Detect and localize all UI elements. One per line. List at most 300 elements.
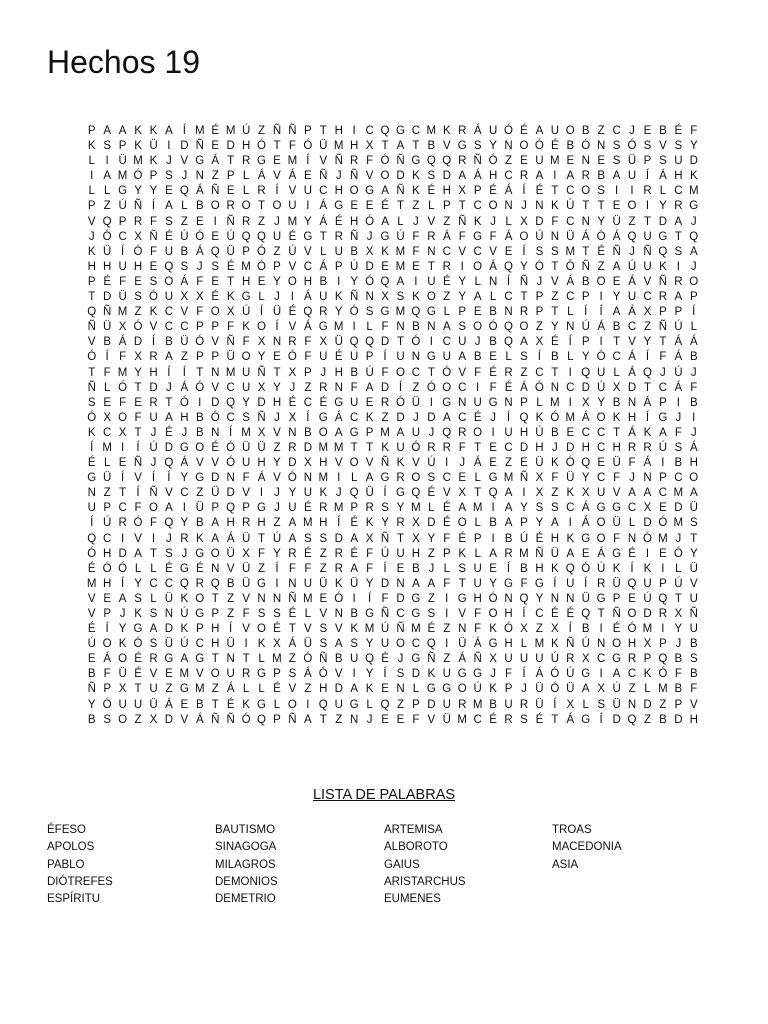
grid-letter: I — [568, 366, 572, 379]
grid-letter: C — [627, 321, 637, 334]
grid-letter: S — [535, 502, 544, 515]
grid-letter: Ü — [566, 683, 575, 696]
grid-letter: K — [365, 683, 374, 696]
grid-letter: D — [118, 547, 127, 560]
grid-letter: Á — [304, 291, 312, 304]
grid-letter: I — [491, 532, 495, 545]
grid-letter: T — [474, 441, 482, 454]
grid-letter: Ü — [103, 321, 112, 334]
grid-letter: F — [149, 245, 157, 258]
grid-letter: L — [258, 683, 265, 696]
grid-letter: D — [566, 441, 575, 454]
grid-letter: Á — [226, 532, 235, 545]
grid-letter: T — [258, 532, 266, 545]
grid-letter: É — [211, 125, 220, 137]
grid-letter: Q — [504, 336, 513, 349]
grid-letter: É — [134, 668, 142, 681]
grid-letter: R — [643, 185, 652, 198]
grid-letter: D — [674, 502, 683, 515]
grid-letter: R — [241, 215, 251, 228]
grid-letter: G — [257, 155, 266, 168]
grid-letter: U — [133, 698, 143, 711]
grid-letter: Z — [319, 547, 327, 560]
grid-letter: S — [257, 608, 266, 620]
grid-letter: X — [458, 185, 467, 198]
grid-letter: Ñ — [195, 140, 204, 153]
grid-letter: Ú — [103, 517, 112, 530]
grid-letter: I — [476, 381, 480, 394]
grid-letter: G — [241, 291, 251, 304]
grid-letter: Z — [505, 155, 513, 168]
grid-letter: É — [273, 623, 281, 636]
grid-letter: Ñ — [473, 653, 482, 666]
grid-letter: V — [458, 366, 467, 379]
grid-letter: E — [597, 155, 605, 168]
grid-letter: I — [120, 441, 125, 454]
grid-letter: J — [335, 170, 342, 183]
grid-letter: B — [489, 336, 497, 349]
grid-letter: F — [674, 668, 682, 681]
grid-letter: A — [612, 170, 621, 183]
grid-letter: N — [504, 140, 513, 153]
grid-letter: C — [566, 215, 575, 228]
grid-letter: Ü — [103, 472, 112, 485]
grid-letter: G — [365, 608, 375, 620]
grid-letter: K — [180, 623, 189, 636]
grid-letter: A — [612, 668, 621, 681]
grid-letter: I — [429, 396, 433, 409]
grid-letter: U — [473, 562, 482, 575]
grid-letter: C — [504, 170, 513, 183]
grid-letter: U — [550, 125, 559, 137]
grid-letter: Ú — [643, 592, 652, 605]
grid-letter: M — [318, 441, 329, 454]
grid-letter: A — [288, 517, 297, 530]
grid-letter: X — [149, 713, 158, 726]
grid-letter: Í — [398, 381, 403, 394]
grid-letter: V — [427, 713, 436, 726]
grid-letter: L — [567, 351, 574, 364]
grid-letter: N — [488, 275, 498, 288]
grid-letter: Ü — [612, 517, 621, 530]
grid-letter: Z — [443, 291, 451, 304]
grid-letter: X — [257, 381, 266, 394]
grid-letter: K — [473, 215, 482, 228]
grid-letter: N — [396, 577, 405, 590]
grid-letter: G — [179, 562, 189, 575]
grid-letter: Ú — [627, 260, 637, 273]
grid-letter: Ó — [658, 517, 668, 530]
grid-letter: O — [581, 185, 591, 198]
grid-letter: V — [689, 698, 698, 711]
grid-letter: J — [521, 200, 527, 213]
grid-letter: Y — [551, 321, 559, 334]
grid-letter: X — [597, 683, 605, 696]
grid-letter: A — [674, 291, 683, 304]
grid-letter: L — [103, 381, 111, 394]
grid-letter: A — [350, 562, 358, 575]
grid-letter: P — [581, 291, 590, 304]
grid-letter: B — [195, 411, 204, 424]
grid-letter: I — [429, 336, 433, 349]
grid-letter: Ü — [334, 336, 343, 349]
grid-letter: I — [198, 396, 202, 409]
grid-letter: C — [103, 426, 112, 439]
grid-letter: É — [489, 366, 497, 379]
grid-letter: O — [411, 472, 421, 485]
grid-letter: J — [428, 562, 435, 575]
grid-letter: Í — [568, 336, 572, 349]
grid-letter: S — [427, 472, 436, 485]
grid-letter: Í — [383, 487, 387, 500]
grid-letter: Ü — [241, 562, 251, 575]
grid-letter: H — [133, 260, 143, 273]
grid-letter: F — [458, 230, 466, 243]
grid-letter: O — [519, 230, 529, 243]
grid-letter: E — [381, 683, 389, 696]
grid-letter: J — [521, 683, 527, 696]
grid-letter: D — [658, 215, 668, 228]
grid-letter: F — [628, 457, 636, 470]
grid-letter: G — [257, 577, 266, 590]
grid-letter: Á — [473, 125, 482, 137]
grid-letter: M — [565, 411, 576, 424]
grid-letter: P — [442, 547, 451, 560]
grid-letter: R — [118, 517, 127, 530]
grid-letter: G — [349, 698, 359, 711]
grid-letter: J — [474, 336, 481, 349]
grid-letter: Ó — [87, 547, 97, 560]
grid-letter: O — [380, 170, 390, 183]
grid-letter: F — [474, 623, 482, 636]
grid-letter: Ú — [566, 200, 575, 213]
grid-letter: N — [627, 698, 637, 711]
grid-letter: K — [180, 592, 189, 605]
grid-letter: Ó — [87, 351, 97, 364]
word-list-column-1 — [47, 822, 113, 908]
grid-letter: Ó — [118, 381, 128, 394]
grid-letter: H — [535, 562, 544, 575]
grid-letter: B — [334, 653, 343, 666]
grid-letter: R — [149, 653, 158, 666]
grid-letter: H — [689, 713, 698, 726]
grid-letter: J — [490, 411, 496, 424]
grid-letter: Ú — [612, 683, 621, 696]
grid-letter: Á — [304, 321, 312, 334]
grid-letter: E — [396, 713, 405, 726]
grid-letter: U — [319, 291, 328, 304]
grid-letter: M — [117, 306, 128, 319]
grid-letter: L — [242, 683, 250, 696]
grid-letter: V — [304, 245, 312, 258]
grid-letter: D — [643, 698, 652, 711]
grid-letter: L — [690, 321, 697, 334]
grid-letter: Z — [103, 487, 111, 500]
grid-letter: N — [427, 321, 436, 334]
grid-letter: S — [473, 140, 482, 153]
grid-letter: Q — [179, 577, 189, 590]
grid-letter: Ó — [488, 321, 498, 334]
grid-letter: N — [272, 336, 282, 349]
grid-letter: Q — [627, 577, 637, 590]
grid-letter: B — [551, 351, 559, 364]
grid-letter: R — [334, 230, 343, 243]
grid-letter: E — [87, 653, 96, 666]
grid-letter: I — [614, 185, 619, 198]
grid-letter: F — [304, 336, 312, 349]
grid-letter: R — [504, 547, 513, 560]
grid-letter: F — [474, 366, 482, 379]
grid-letter: Ñ — [211, 185, 220, 198]
grid-letter: C — [411, 125, 421, 137]
grid-letter: N — [257, 592, 266, 605]
grid-letter: Í — [630, 562, 634, 575]
grid-letter: C — [118, 230, 127, 243]
grid-letter: G — [380, 230, 390, 243]
grid-letter: O — [102, 638, 112, 651]
grid-letter: Í — [599, 306, 603, 319]
grid-row — [84, 486, 698, 501]
grid-letter: A — [612, 306, 621, 319]
grid-letter: P — [211, 608, 220, 620]
grid-letter: D — [180, 140, 189, 153]
grid-letter: Ü — [149, 698, 158, 711]
grid-letter: Ú — [272, 532, 282, 545]
grid-letter: E — [489, 441, 497, 454]
grid-letter: Á — [257, 170, 266, 183]
word-list-item: ALBOROTO — [384, 841, 448, 854]
grid-letter: O — [565, 125, 575, 137]
grid-letter: A — [427, 577, 436, 590]
grid-letter: N — [566, 321, 575, 334]
grid-letter: L — [103, 185, 111, 198]
grid-letter: Á — [211, 155, 220, 168]
grid-letter: K — [257, 638, 266, 651]
grid-letter: H — [504, 638, 513, 651]
grid-letter: N — [504, 592, 513, 605]
grid-letter: I — [352, 668, 356, 681]
grid-letter: É — [442, 275, 451, 288]
grid-letter: J — [166, 532, 172, 545]
grid-letter: X — [535, 336, 544, 349]
grid-letter: X — [643, 306, 652, 319]
grid-letter: Ü — [612, 457, 621, 470]
grid-letter: R — [566, 653, 575, 666]
grid-letter: Ó — [550, 411, 560, 424]
grid-letter: H — [241, 275, 251, 288]
grid-letter: I — [645, 547, 650, 560]
grid-letter: O — [287, 698, 297, 711]
grid-letter: Y — [689, 547, 698, 560]
grid-letter: Ñ — [689, 608, 698, 620]
grid-letter: H — [442, 185, 451, 198]
grid-letter: C — [164, 577, 174, 590]
word-list-item: TROAS — [552, 824, 592, 836]
grid-letter: G — [426, 683, 436, 696]
grid-letter: J — [119, 608, 126, 620]
grid-letter: X — [551, 623, 559, 636]
grid-letter: O — [426, 291, 436, 304]
grid-letter: D — [411, 668, 421, 681]
grid-letter: M — [519, 547, 529, 560]
grid-letter: P — [365, 426, 374, 439]
grid-letter: O — [318, 426, 328, 439]
grid-letter: D — [427, 698, 436, 711]
grid-letter: C — [118, 502, 127, 515]
grid-letter: Á — [304, 668, 312, 681]
grid-letter: X — [365, 140, 374, 153]
grid-letter: S — [381, 502, 389, 515]
grid-letter: V — [365, 170, 374, 183]
grid-letter: Ó — [287, 351, 297, 364]
grid-letter: T — [613, 336, 621, 349]
grid-letter: H — [241, 140, 251, 153]
grid-letter: K — [87, 245, 96, 258]
grid-letter: G — [318, 321, 328, 334]
grid-letter: J — [320, 366, 327, 379]
grid-letter: G — [334, 200, 344, 213]
grid-letter: G — [411, 592, 421, 605]
grid-letter: Ñ — [519, 472, 529, 485]
grid-letter: Á — [180, 457, 189, 470]
grid-letter: Q — [565, 562, 575, 575]
grid-letter: U — [334, 245, 343, 258]
grid-letter: P — [273, 260, 281, 273]
grid-letter: Y — [273, 275, 281, 288]
grid-letter: Ó — [179, 396, 189, 409]
grid-letter: U — [504, 653, 513, 666]
grid-letter: Á — [165, 698, 173, 711]
grid-row — [84, 698, 698, 713]
grid-letter: I — [352, 125, 356, 137]
grid-letter: Ó — [241, 713, 251, 726]
word-list-item: PABLO — [47, 858, 85, 871]
grid-letter: H — [350, 140, 359, 153]
grid-letter: Í — [645, 351, 650, 364]
grid-letter: Í — [275, 185, 279, 198]
grid-letter: J — [166, 381, 172, 394]
grid-letter: L — [366, 698, 373, 711]
grid-letter: E — [643, 125, 652, 137]
grid-letter: B — [304, 426, 312, 439]
grid-letter: H — [519, 426, 529, 439]
grid-letter: Ó — [504, 623, 513, 636]
grid-letter: Í — [553, 577, 557, 590]
grid-letter: Ü — [149, 140, 158, 153]
grid-letter: M — [194, 125, 205, 137]
grid-letter: P — [211, 321, 220, 334]
grid-letter: R — [519, 698, 529, 711]
grid-letter: A — [689, 487, 698, 500]
grid-letter: G — [257, 698, 266, 711]
grid-letter: Ó — [257, 245, 266, 258]
grid-letter: I — [352, 321, 356, 334]
grid-letter: S — [597, 698, 605, 711]
grid-letter: Ü — [566, 472, 575, 485]
grid-letter: J — [428, 426, 435, 439]
grid-letter: K — [134, 125, 142, 137]
grid-letter: H — [674, 170, 683, 183]
grid-letter: J — [490, 215, 496, 228]
grid-letter: Á — [643, 457, 652, 470]
grid-row — [84, 713, 698, 728]
grid-letter: M — [673, 487, 684, 500]
grid-letter: D — [396, 411, 405, 424]
grid-letter: H — [211, 638, 220, 651]
grid-letter: V — [489, 245, 497, 258]
grid-letter: Z — [211, 170, 219, 183]
grid-letter: U — [241, 457, 251, 470]
grid-letter: T — [551, 306, 559, 319]
grid-letter: U — [149, 683, 158, 696]
grid-letter: Ó — [658, 668, 668, 681]
grid-letter: Z — [180, 215, 188, 228]
grid-letter: G — [133, 623, 143, 636]
grid-letter: Q — [179, 185, 189, 198]
grid-letter: É — [612, 623, 621, 636]
grid-letter: A — [211, 532, 220, 545]
grid-letter: X — [643, 638, 652, 651]
grid-letter: Z — [443, 215, 451, 228]
grid-letter: Ó — [534, 140, 544, 153]
grid-letter: O — [689, 472, 699, 485]
grid-letter: J — [690, 366, 697, 379]
grid-letter: R — [180, 532, 189, 545]
grid-letter: H — [103, 260, 112, 273]
grid-letter: S — [535, 245, 544, 258]
grid-row — [84, 441, 698, 456]
grid-letter: R — [334, 562, 343, 575]
grid-letter: B — [195, 200, 204, 213]
grid-letter: J — [150, 426, 157, 439]
grid-letter: H — [612, 441, 621, 454]
grid-letter: J — [166, 155, 172, 168]
grid-letter: V — [242, 592, 250, 605]
grid-letter: V — [87, 608, 96, 620]
grid-letter: B — [674, 683, 683, 696]
grid-letter: T — [458, 200, 466, 213]
grid-letter: O — [473, 260, 483, 273]
grid-letter: K — [458, 547, 467, 560]
grid-letter: R — [504, 366, 513, 379]
grid-letter: H — [473, 592, 482, 605]
grid-letter: Ñ — [458, 215, 467, 228]
grid-letter: Q — [210, 245, 220, 258]
grid-letter: L — [443, 306, 450, 319]
grid-letter: V — [149, 668, 158, 681]
grid-letter: Ó — [488, 592, 498, 605]
grid-letter: U — [380, 638, 390, 651]
grid-letter: Z — [319, 562, 327, 575]
grid-letter: Á — [628, 426, 636, 439]
grid-letter: X — [643, 502, 652, 515]
grid-letter: K — [365, 517, 374, 530]
grid-letter: S — [520, 713, 528, 726]
grid-letter: P — [674, 306, 683, 319]
grid-letter: A — [504, 502, 513, 515]
grid-letter: U — [319, 351, 328, 364]
grid-letter: T — [520, 291, 528, 304]
grid-letter: Ú — [535, 426, 544, 439]
grid-letter: X — [195, 291, 204, 304]
grid-letter: N — [211, 366, 220, 379]
grid-letter: É — [458, 532, 467, 545]
grid-letter: Z — [659, 698, 667, 711]
grid-letter: É — [442, 502, 451, 515]
grid-letter: R — [458, 155, 467, 168]
grid-letter: B — [195, 517, 204, 530]
grid-letter: H — [627, 638, 637, 651]
